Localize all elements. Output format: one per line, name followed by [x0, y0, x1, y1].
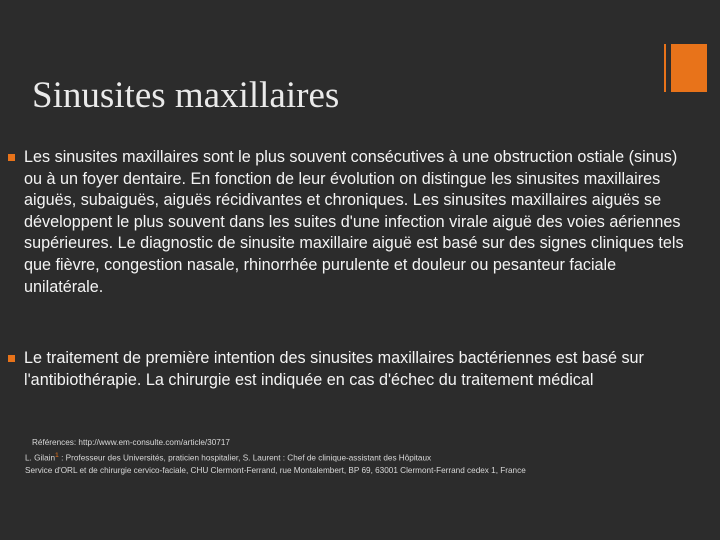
bullet-text-1: Les sinusites maxillaires sont le plus souvent consécutives à une obstruction ostiale (sinus) ou à un foyer dentaire. En fonction de leur évolution on distingue les sinusites maxillaires aiguës, subaiguës, aiguës récidivantes et chroniques. Les sinusites maxillaires aiguës se développent le plus souvent dans les suites d'une infection virale aiguë des voies aériennes supérieures. Le diagnostic de sinusite maxillaire aiguë est basé sur des signes cliniques tels que fièvre, congestion nasale, rhinorrhée purulente et douleur ou pesanteur faciale unilatérale. — [24, 148, 684, 296]
references — [25, 437, 705, 477]
square-bullet-icon — [8, 154, 15, 161]
slide-title: Sinusites maxillaires — [32, 75, 340, 116]
bullet-text-2: Le traitement de première intention des sinusites maxillaires bactériennes est basé sur l'antibiothérapie. La chirurgie est indiquée en cas d'échec du traitement médical — [24, 349, 644, 389]
references-author: L. Gilain — [25, 453, 56, 463]
references-superscript: 1 — [55, 451, 59, 459]
bullet-item-1 — [8, 147, 693, 298]
accent-bar-thin — [664, 44, 666, 92]
references-affiliation: : Professeur des Universités, praticien hospitalier, S. Laurent : Chef de clinique-assistant des Hôpitaux — [58, 453, 432, 463]
bullet-item-2 — [8, 348, 693, 391]
square-bullet-icon — [8, 355, 15, 362]
references-line-2 — [25, 450, 705, 465]
references-line-3: Service d'ORL et de chirurgie cervico-faciale, CHU Clermont-Ferrand, rue Montalembert, BP 69, 63001 Clermont-Ferrand cedex 1, France — [25, 465, 526, 475]
references-line-1: Références: http://www.em-consulte.com/article/30717 — [32, 438, 230, 447]
accent-bar-thick — [671, 44, 707, 92]
